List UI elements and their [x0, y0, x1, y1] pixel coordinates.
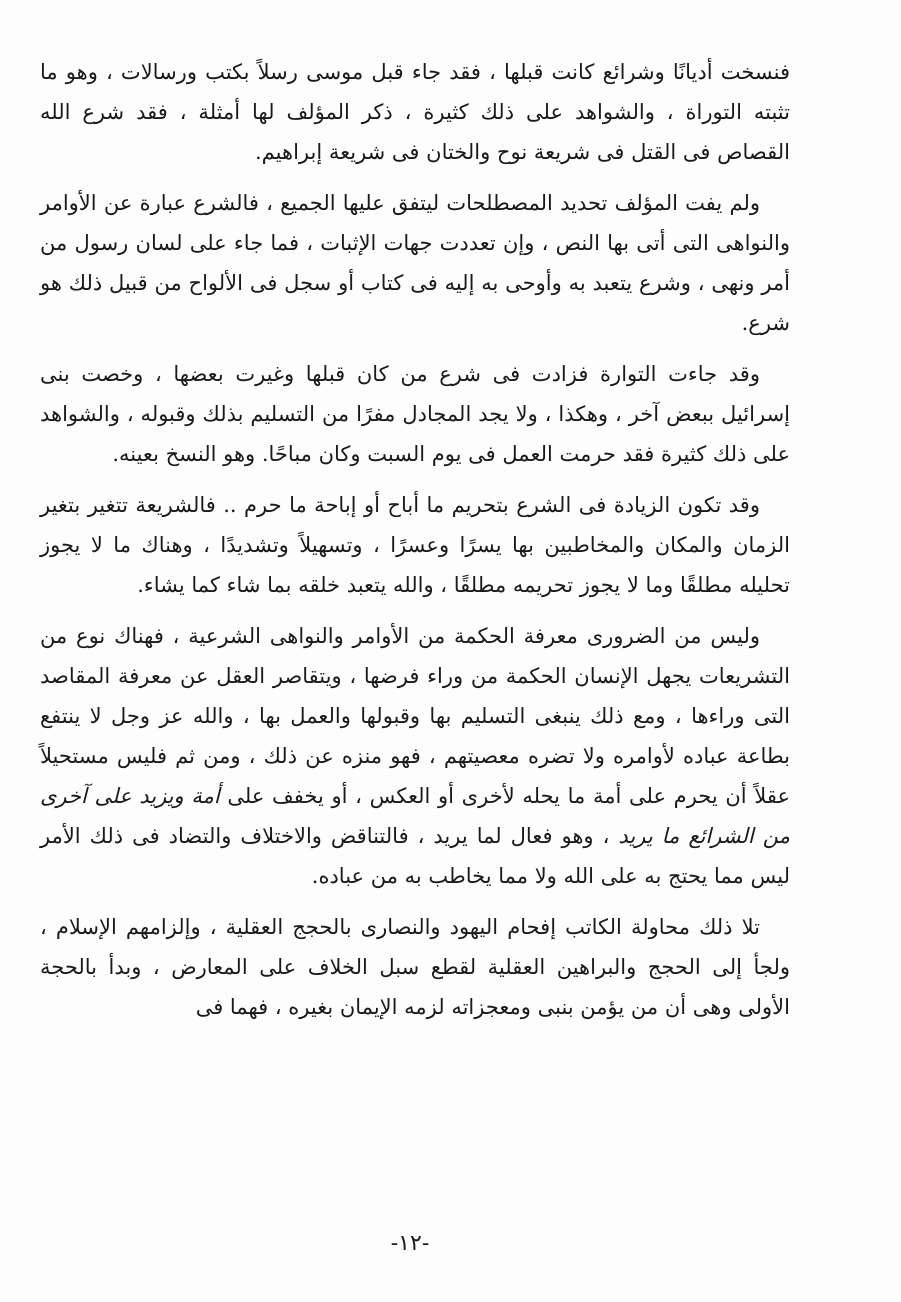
paragraph-4: وقد تكون الزيادة فى الشرع بتحريم ما أباح أو إباحة ما حرم .. فالشريعة تتغير بتغير الزمان والمكان والمخاطبين بها يسرًا وعسرًا ، وتسهيلاً وتشديدًا ، وهناك ما لا يجوز تحليله مطلقًا وما لا يجوز تحريمه مطلقًا ، والله يتعبد خلقه بما شاء كما يشاء. [40, 493, 790, 597]
paragraph-5-part-1: وليس من الضرورى معرفة الحكمة من الأوامر والنواهى الشرعية ، فهناك نوع من التشريعات يجهل الإنسان الحكمة من وراء فرضها ، ويتقاصر العقل عن معرفة المقاصد التى وراءها ، ومع ذلك ينبغى التسليم بها وقبولها والعمل بها ، والله عز وجل لا ينتفع بطاعة عباده لأوامره ولا تضره معصيتهم ، فهو منزه عن ذلك ، ومن ثم فليس مستحيلاً عقلاً أن يحرم على أمة ما يحله لأخرى أو العكس ، أو يخفف على [40, 624, 791, 808]
paragraph-6: تلا ذلك محاولة الكاتب إفحام اليهود والنصارى بالحجج العقلية ، وإلزامهم الإسلام ، ولجأ إلى الحجج والبراهين العقلية لقطع سبل الخلاف على المعارض ، وبدأ بالحجة الأولى وهى أن من يؤمن بنبى ومعجزاته لزمه الإيمان بغيره ، فهما فى [40, 915, 790, 1019]
paragraph-3: وقد جاءت التوارة فزادت فى شرع من كان قبلها وغيرت بعضها ، وخصت بنى إسرائيل ببعض آخر ، وهكذا ، ولا يجد المجادل مفرًا من التسليم بذلك وقبوله ، والشواهد على ذلك كثيرة فقد حرمت العمل فى يوم السبت وكان مباحًا. وهو النسخ بعينه. [40, 362, 790, 466]
document-body [40, 52, 790, 1038]
paragraph-1: فنسخت أديانًا وشرائع كانت قبلها ، فقد جاء قبل موسى رسلاً بكتب ورسالات ، وهو ما تثبته التوراة ، والشواهد على ذلك كثيرة ، ذكر المؤلف لها أمثلة ، فقد شرع الله القصاص فى القتل فى شريعة نوح والختان فى شريعة إبراهيم. [40, 60, 790, 164]
page-number: -١٢- [390, 1231, 430, 1256]
paragraph-5-part-2: ، وهو فعال لما يريد ، فالتناقض والاختلاف والتضاد فى ذلك الأمر ليس مما يحتج به على الله ولا مما يخاطب به من عباده. [40, 824, 790, 888]
paragraph-5 [40, 616, 790, 896]
paragraph-2: ولم يفت المؤلف تحديد المصطلحات ليتفق عليها الجميع ، فالشرع عبارة عن الأوامر والنواهى التى أتى بها النص ، وإن تعددت جهات الإثبات ، فما جاء على لسان رسول من أمر ونهى ، وشرع يتعبد به وأوحى به إليه فى كتاب أو سجل فى الألواح من قبيل ذلك هو شرع. [40, 191, 790, 335]
paragraph-5-italic-phrase: أمة ويزيد على آخرى من الشرائع ما يريد [40, 784, 790, 848]
